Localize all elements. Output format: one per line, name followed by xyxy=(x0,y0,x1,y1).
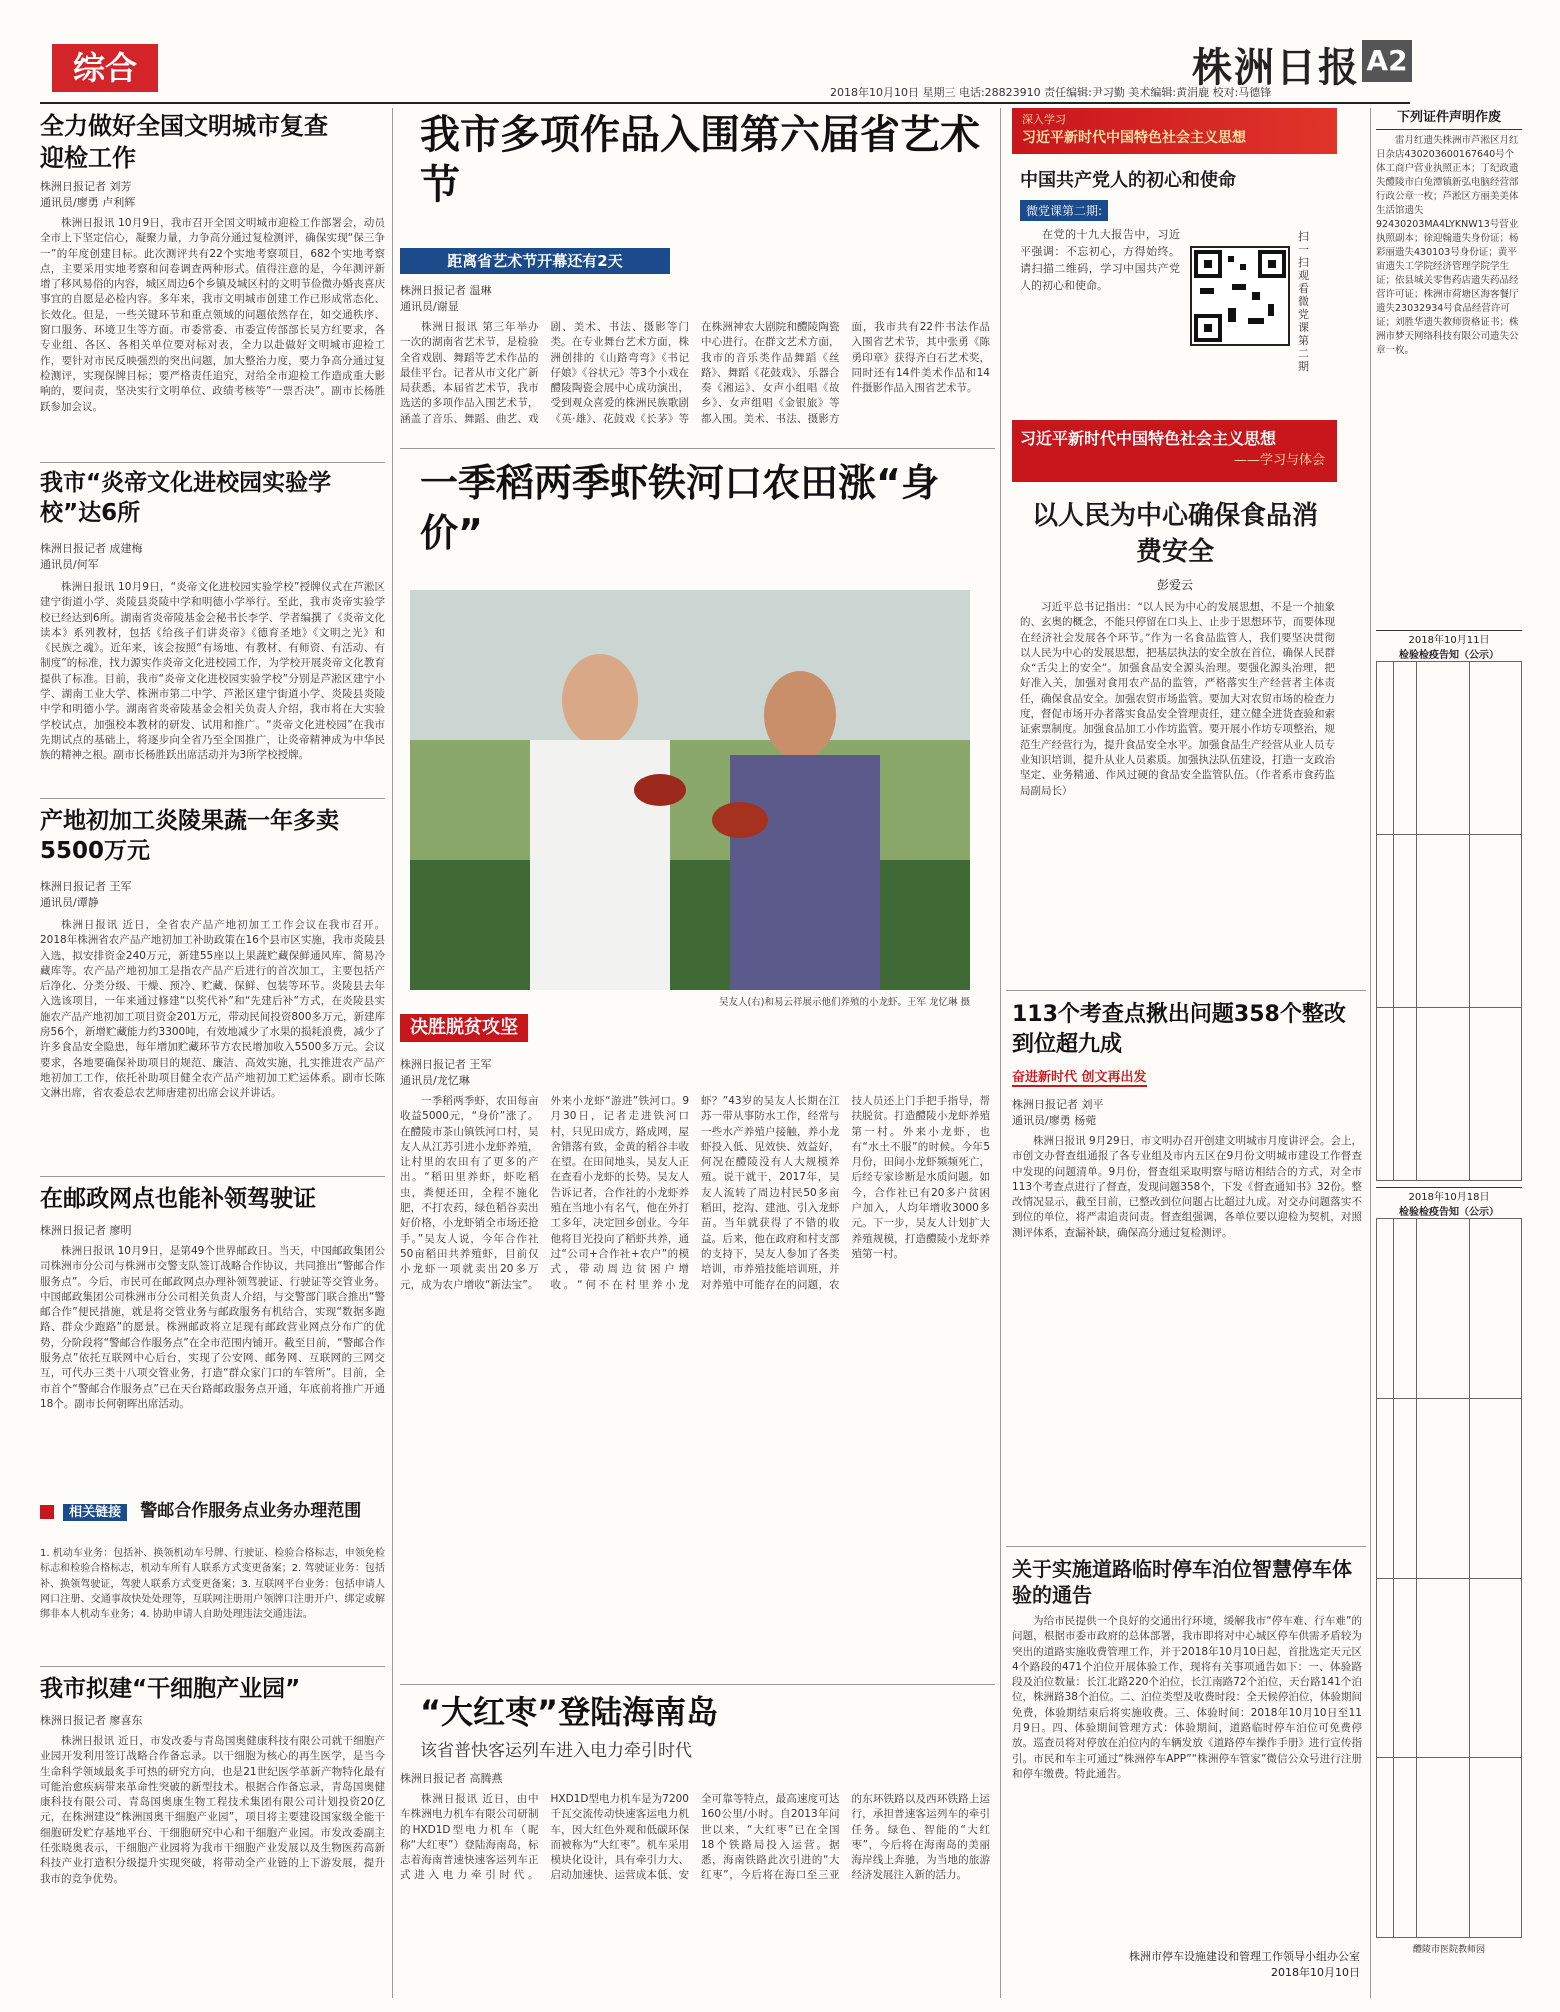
feature-subtitle: 该省普快客运列车进入电力牵引时代 xyxy=(420,1741,692,1761)
notice-body: 为给市民提供一个良好的交通出行环境，缓解我市“停车难、行车难”的问题，根据市委市政府的总体部署，我市即将对中心城区停车供需矛盾较为突出的道路实施收费管理工作，并于2018年10月10日起，首批选定天元区4个路段的471个泊位开展体验工作，现将有关事项通告如下：一、体验路段及泊位数量：长江北路220个泊位，长江南路72个泊位，天台路141个泊位，株洲路38个泊位。二、泊位类型及收费时段：全天候停泊位，体验期间免费，体验期结束后将实施收费。三、体验时间：2018年10月10日至11月9日。四、体验期间管理方式：体验期间，道路临时停车泊位可免费停放。巡查员将对停放在泊位内的车辆发放《道路停车操作手册》进行宣传指引。市民和车主可通过“株洲停车APP”“株洲停车管家”微信公众号进行注册和停车缴费。特此通告。 xyxy=(1012,1615,1362,1780)
column-divider xyxy=(1370,108,1371,1998)
table-date: 2018年10月18日 xyxy=(1376,1187,1522,1203)
article-body: 株洲日报讯 近日，由中车株洲电力机车有限公司研制的HXD1D型电力机车（昵称“大红枣”）登陆海南岛，标志着海南普速快速客运列车正式进入电力牵引时代。HXD1D型电力机车是为7200千瓦交流传动快速客运电力机车，因大红色外观和低碳环保而被称为“大红枣”。机车采用模块化设计，具有牵引力大、启动加速快、运营成本低、安全可靠等特点，最高速度可达160公里/小时。自2013年问世以来，“大红枣”已在全国18个铁路局投入运营。据悉，海南铁路此次引进的“大红枣”，今后将在海口至三亚的东环铁路以及西环铁路上运行，承担普速客运列车的牵引任务。绿色、智能的“大红枣”，今后将在海南岛的美丽海岸线上奔驰，为当地的旅游经济发展注入新的活力。 xyxy=(400,1793,990,1882)
notice-title: 关于实施道路临时停车泊位智慧停车体验的通告 xyxy=(1012,1557,1352,1607)
article-byline: 通讯员/谢显 xyxy=(400,300,459,313)
article-byline: 株洲日报记者 廖明 xyxy=(40,1224,132,1237)
feature-headline: 一季稻两季虾铁河口农田涨“身价” xyxy=(420,461,939,555)
article-byline: 株洲日报记者 成建梅 xyxy=(40,542,143,555)
divider xyxy=(40,462,385,463)
column-divider xyxy=(1000,108,1001,1998)
notice-signature: 株洲市停车设施建设和管理工作领导小组办公室 xyxy=(1129,1950,1360,1963)
exam-label: 奋进新时代 创文再出发 xyxy=(1012,1066,1147,1087)
article-title: 我市拟建“干细胞产业园” xyxy=(40,1676,301,1702)
masthead: 株洲日报 xyxy=(1192,44,1360,91)
article-body: 株洲日报讯 第三年举办一次的湖南省艺术节，是检验全省戏剧、舞蹈等艺术作品的最佳平台。记者从市文化广新局获悉，本届省艺术节，我市选送的多项作品入围艺术节，涵盖了音乐、舞蹈、曲艺、戏剧、美术、书法、摄影等门类。在专业舞台艺术方面，株洲创排的《山路弯弯》《书记仔娘》《谷状元》等3个小戏在醴陵陶瓷会展中心成功演出，受到观众喜爱的株洲民族歌剧《英·雄》、花鼓戏《长茅》等在株洲神农大剧院和醴陵陶瓷中心进行。在群文艺术方面，我市的音乐类作品舞蹈《丝路》、舞蹈《花鼓戏》、乐器合奏《湘运》、女声小组唱《故乡》、女声组唱《金银旅》等都入围。美术、书法、摄影方面，我市共有22件书法作品入围省艺术节，其中张勇《陈勇印章》获得齐白石艺术奖，同时还有14件美术作品和14件摄影作品入围省艺术节。 xyxy=(400,321,990,425)
bullet-icon xyxy=(40,1505,54,1519)
page-number: A2 xyxy=(1362,40,1412,82)
header-rule xyxy=(40,102,1410,104)
article-byline: 株洲日报记者 廖喜东 xyxy=(40,1714,143,1727)
micro-course-text: 在党的十九大报告中，习近平强调：不忘初心，方得始终。请扫描二维码，学习中国共产党人的初心和使命。 xyxy=(1020,228,1180,292)
divider xyxy=(400,1684,995,1685)
banner-line1: 深入学习 xyxy=(1022,113,1066,126)
related-link-title: 警邮合作服务点业务办理范围 xyxy=(140,1501,362,1521)
article-body: 株洲日报讯 9月29日，市文明办召开创建文明城市月度讲评会。会上，市创文办督查组通报了各专业组及市内五区在9月份文明城市建设工作督查中发现的问题清单。9月份，督查组采取明察与暗访相结合的方式，对全市113个考查点进行了督查，发现问题358个，下发《督查通知书》32份。整改情况显示，截至目前，已整改到位问题占比超过九成。对交办问题落实不到位的单位，将严肃追责问责。督查组强调，各单位要以迎检为契机，对照测评体系，查漏补缺，确保高分通过复检测评。 xyxy=(1012,1135,1362,1239)
article-byline: 株洲日报记者 温琳 xyxy=(400,284,492,297)
photo-caption: 吴友人(右)和易云祥展示他们养殖的小龙虾。王军 龙忆琳 摄 xyxy=(719,997,970,1008)
related-link-label: 相关链接 xyxy=(63,1504,127,1521)
article-body: 株洲日报讯 10月9日，是第49个世界邮政日。当天，中国邮政集团公司株洲市分公司与株洲市交警支队签订战略合作协议，共同推出“警邮合作服务点”。今后，市民可在邮政网点办理补领驾驶证、行驶证等交管业务。中国邮政集团公司株洲市分公司相关负责人介绍，与交警部门联合推出“警邮合作”便民措施，就是将交管业务与邮政服务有机结合，实现“数据多跑路、群众少跑路”的愿景。株洲邮政将立足现有邮政营业网点分布广的优势，分阶段将“警邮合作服务点”在全市范围内铺开。截至目前，“警邮合作服务点”依托互联网中心后台，实现了公安网、邮务网、互联网的三网交互，可代办三类十八项交管业务，打造“群众家门口的车管所”。目前，全市首个“警邮合作服务点”已在天台路邮政服务点开通，年底前将推广开通18个。副市长何朝晖出席活动。 xyxy=(40,1245,385,1410)
photo-illustration xyxy=(410,590,970,990)
divider xyxy=(40,1666,385,1667)
sidebar-title: 下列证件声明作废 xyxy=(1376,102,1522,130)
article-byline: 通讯员/何军 xyxy=(40,558,99,571)
qr-code[interactable] xyxy=(1190,246,1290,346)
article-byline: 通讯员/谭静 xyxy=(40,896,99,909)
article-title: 113个考查点揪出问题358个整改到位超九成 xyxy=(1012,1002,1346,1057)
article-byline: 通讯员/廖勇 杨菀 xyxy=(1012,1114,1097,1127)
theory-band xyxy=(1012,420,1337,482)
article-body: 株洲日报讯 近日，市发改委与青岛国奥健康科技有限公司就干细胞产业园开发利用签订战略合作备忘录。以干细胞为核心的再生医学，是当今生命科学领域最炙手可热的研究方向，也是21世纪医学革新产物特化最有可能治愈疾病带来革命性突破的新型技术。根据合作备忘录，青岛国奥健康科技有限公司、青岛国奥康生物工程技术集团有限公司计划投资20亿元，在株洲建设“株洲国奥干细胞产业园”，项目将主要建设国家级全能干细胞研发贮存基地平台、干细胞研究中心和干细胞产业园。市发改委副主任张晓奥表示，干细胞产业园将为我市干细胞产业发展以及生物医药高新科技产业打造积分级提升实现突破，将带动全产业链的上下游发展，提升我市的竞争优势。 xyxy=(40,1735,385,1885)
poverty-label: 决胜脱贫攻坚 xyxy=(400,1014,528,1042)
divider xyxy=(400,448,995,449)
essay-title: 以人民为中心确保食品消费安全 xyxy=(1031,501,1318,567)
article-byline: 株洲日报记者 高腾燕 xyxy=(400,1772,503,1785)
article-byline: 通讯员/龙忆琳 xyxy=(400,1074,470,1087)
column-divider xyxy=(392,108,393,1998)
countdown-bar: 距离省艺术节开幕还有2天 xyxy=(400,248,670,274)
article-byline: 通讯员/廖勇 卢利辉 xyxy=(40,196,136,209)
feature-headline: “大红枣”登陆海南岛 xyxy=(420,1693,719,1731)
classified-sidebar xyxy=(1376,102,1522,1982)
table-title: 检验检疫告知（公示） xyxy=(1399,1207,1499,1218)
divider xyxy=(40,1176,385,1177)
article-byline: 株洲日报记者 王军 xyxy=(400,1058,492,1071)
article-body: 一季稻两季虾，农田每亩收益5000元，“身价”涨了。在醴陵市茶山镇铁河口村，吴友人从江苏引进小龙虾养殖，让村里的农田有了更多的产出。“稻田里养虾，虾吃稻虫，粪便还田，全程不施化肥，不打农药，绿色稻谷卖出好价格，小龙虾销全市场还抢手。”吴友人说，今年合作社50亩稻田共养殖虾，目前仅小龙虾一项就卖出20多万元，成为农户增收“新法宝”。外来小龙虾“游进”铁河口。9月30日，记者走进铁河口村，只见田成方，路成网，屋舍错落有致，金黄的稻谷丰收在望。在田间地头，吴友人正在查看小龙虾的长势。吴友人告诉记者，合作社的小龙虾养殖在当地小有名气，他在外打工多年，决定回乡创业。今年他将目光投向了稻虾共养，通过“公司+合作社+农户”的模式，带动周边贫困户增收。“何不在村里养小龙虾？”43岁的吴友人长期在江苏一带从事防水工作，经常与一些水产养殖户接触，养小龙虾投入低、见效快、效益好，何况在醴陵没有人大规模养殖。说干就干，2017年，吴友人流转了周边村民50多亩稻田，挖沟、建池、引入龙虾苗。当年就获得了不错的收益。后来，他在政府和村支部的支持下，吴友人参加了各类培训，市养殖技能培训班，并对养殖中可能存在的问题，农技人员还上门手把手指导，帮扶脱贫。打造醴陵小龙虾养殖第一村。外来小龙虾，也有“水土不服”的时候。今年5月份，田间小龙虾频频死亡，后经专家诊断是水质问题。如今，合作社已有20多户贫困户加入，人均年增收3000多元。下一步，吴友人计划扩大养殖规模，打造醴陵小龙虾养殖第一村。 xyxy=(400,1095,990,1291)
study-title: 中国共产党人的初心和使命 xyxy=(1020,170,1236,191)
banner-line2: 习近平新时代中国特色社会主义思想 xyxy=(1022,130,1246,146)
article-title: 产地初加工炎陵果蔬一年多卖5500万元 xyxy=(40,808,339,864)
qr-caption: 扫一扫观看微党课第二期 xyxy=(1298,230,1309,373)
article-body: 株洲日报讯 10月9日，我市召开全国文明城市迎检工作部署会，动员全市上下坚定信心，凝聚力量，力争高分通过复检测评，确保实现“保三争一”的年度创建目标。此次测评共有22个实地考察项目，682个实地考察点，主要采用实地考察和问卷调查两种形式。值得注意的是，今年测评新增了移风易俗的内容，城区周边6个乡镇及城区村的文明节俭微办婚丧喜庆事宜的自愿是必检内容。多年来，我市文明城市创建工作已形成常态化、长效化。但是，一些关键环节和重点领域的问题依然存在，如交通秩序、窗口服务、环境卫生等方面。市委常委、市委宣传部部长吴方红要求，各专业组、各区、各相关单位要对标对表，全力以赴做好文明城市迎检工作，要针对市民反映强烈的突出问题，加大整治力度，要力争高分通过复检测评，实现保牌目标；要严格责任追究，对给全市迎检工作造成重大影响的，要问责，坚决实行文明单位、政绩考核等“一票否决”。副市长杨胜跃参加会议。 xyxy=(40,217,385,413)
section-tag: 综合 xyxy=(52,44,158,92)
micro-course-label: 微党课第二期: xyxy=(1020,200,1108,221)
divider xyxy=(1006,990,1366,991)
divider xyxy=(40,798,385,799)
inspection-table xyxy=(1376,661,1522,1181)
table-title: 检验检疫告知（公示） xyxy=(1399,650,1499,661)
article-byline: 株洲日报记者 王军 xyxy=(40,880,132,893)
essay-body: 习近平总书记指出：“以人民为中心的发展思想，不是一个抽象的、玄奥的概念，不能只停留在口头上、止步于思想环节，而要体现在经济社会发展各个环节。”作为一名食品监管人，我们要坚决贯彻以人民为中心的发展思想，把基层执法的安全放在首位，确保人民群众“舌尖上的安全”。加强食品安全源头治理。要强化源头治理，把好准入关，加强对食用农产品的监管，严格落实生产经营者主体责任，确保食品安全。加强农贸市场监管。要加大对农贸市场的检查力度，督促市场开办者落实食品安全管理责任，建立健全进货查验和索证索票制度。加强食品加工小作坊监管。要开展小作坊专项整治，规范生产经营行为，提升食品安全水平。加强食品生产经营从业人员专业知识培训，提升从业人员素质。加强执法队伍建设，打造一支政治坚定、业务精通、作风过硬的食品安全监管队伍。（作者系市食药监局副局长） xyxy=(1020,601,1335,797)
theory-band-line1: 习近平新时代中国特色社会主义思想 xyxy=(1020,429,1277,448)
related-link-header xyxy=(40,1496,385,1540)
inspection-table xyxy=(1376,1218,1522,1938)
main-headline: 我市多项作品入围第六届省艺术节 xyxy=(420,112,980,208)
divider xyxy=(1006,1546,1366,1547)
article-body: 株洲日报讯 近日，全省农产品产地初加工工作会议在我市召开。2018年株洲省农产品产地初加工补助政策在16个县市区实施，我市炎陵县入选，拟安排资金240万元，新建55座以上果蔬贮藏保鲜通风库、简易冷藏库等。农产品产地初加工是指农产品产后进行的首次加工，主要包括产后净化、分类分级、干燥、预冷、贮藏、保鲜、包装等环节。炎陵县去年入选该项目，一年来通过修建“以奖代补”和“先建后补”方式，在炎陵县实施农产品产地初加工项目资金201万元，带动民间投资800多万元，新建库房56个，新增贮藏能力约3300吨，有效地减少了水果的损耗浪费，减少了许多食品安全隐患，每年增加贮藏环节方农民增加收入5500多万元。会议要求，各地要确保补助项目的规范、廉洁、高效实施，扎实推进农产品产地初加工工作，依托补助项目健全农产品产地初加工贮运体系。副市长陈文淋出席，省农委总农艺师唐建初出席会议并讲话。 xyxy=(40,919,385,1100)
sidebar-notices: 雷月红遗失株洲市芦淞区月红日杂店430203600167640号个体工商户营业执照正本；丁纪政遗失醴陵市白兔潭镇新弘电脑经营部行政公章一枚；芦淞区方丽美美体生活馆遗失92430203MA4LYKNW13号营业执照副本；徐迎翰遗失身份证；杨彩丽遗失430103号身份证；黄平宙遗失工学院经济管理学院学生证；依县城关零售药店遗失药品经营许可证；株洲市荷塘区海客餐厅遗失23032934号食品经营许可证；刘胜华遗失教师资格证书；株洲市梦天网络科技有限公司遗失公章一枚。 xyxy=(1376,135,1519,356)
article-title: 我市“炎帝文化进校园实验学校”达6所 xyxy=(40,470,332,526)
article-byline: 株洲日报记者 刘平 xyxy=(1012,1098,1104,1111)
crayfish-photo xyxy=(410,590,970,990)
notice-date: 2018年10月10日 xyxy=(1271,1966,1360,1979)
qr-code-icon xyxy=(1192,248,1288,344)
article-body: 株洲日报讯 10月9日，“炎帝文化进校园实验学校”授牌仪式在芦淞区建宁街道小学、炎陵县炎陵中学和明德小学举行。至此，我市炎帝实验学校已经达到6所。湖南省炎帝陵基金会秘书长李学、学者编撰了《炎帝文化读本》系列教材，包括《给孩子们讲炎帝》《德育圣地》《文明之光》和《民族之魂》。近年来，该会按照“有场地、有教材、有师资、有活动、有制度”的标准，找力源实作炎帝文化进校园工作，为学校开展炎帝文化教育提供了标准。目前，我市“炎帝文化进校园实验学校”分别是芦淞区建宁小学、湖南工业大学、株洲市第二中学、芦淞区建宁街道小学、炎陵县炎陵中学和明德小学。湖南省炎帝陵基金会相关负责人介绍，我市将在大实验学校试点，加强校本教材的研发、试用和推广。“炎帝文化进校园”在我市先期试点的基础上，将逐步向全省乃至全国推广，让炎帝精神成为中华民族的精神之根。副市长杨胜跃出席活动并为3所学校授牌。 xyxy=(40,581,385,762)
table-date: 2018年10月11日 xyxy=(1376,630,1522,646)
essay-author: 彭爱云 xyxy=(1156,578,1193,592)
article-title: 全力做好全国文明城市复查迎检工作 xyxy=(40,112,328,172)
theory-band-line2: ——学习与体会 xyxy=(1233,453,1325,468)
study-banner xyxy=(1012,108,1337,154)
article-byline: 株洲日报记者 刘芳 xyxy=(40,180,132,193)
related-link-body: 1. 机动车业务：包括补、换领机动车号牌、行驶证、检验合格标志，申领免检标志和检验合格标志，机动车所有人联系方式变更备案；2. 驾驶证业务：包括补、换领驾驶证，驾驶人联系方式变更备案；3. 互联网平台业务：包括申请人网口注册、交通事故快处处理等，互联网注册用户领牌口注册开户、绑定或解绑非本人机动车业务；4. 协助申请人自助处理违法交通违法。 xyxy=(40,1548,385,1621)
header-info: 2018年10月10日 星期三 电话:28823910 责任编辑:尹习勤 美术编辑:黄涓鹿 校对:马德锋 xyxy=(830,86,1272,99)
sidebar-footer: 醴陵市医院教师园 xyxy=(1412,1945,1485,1955)
article-title: 在邮政网点也能补领驾驶证 xyxy=(40,1186,316,1212)
